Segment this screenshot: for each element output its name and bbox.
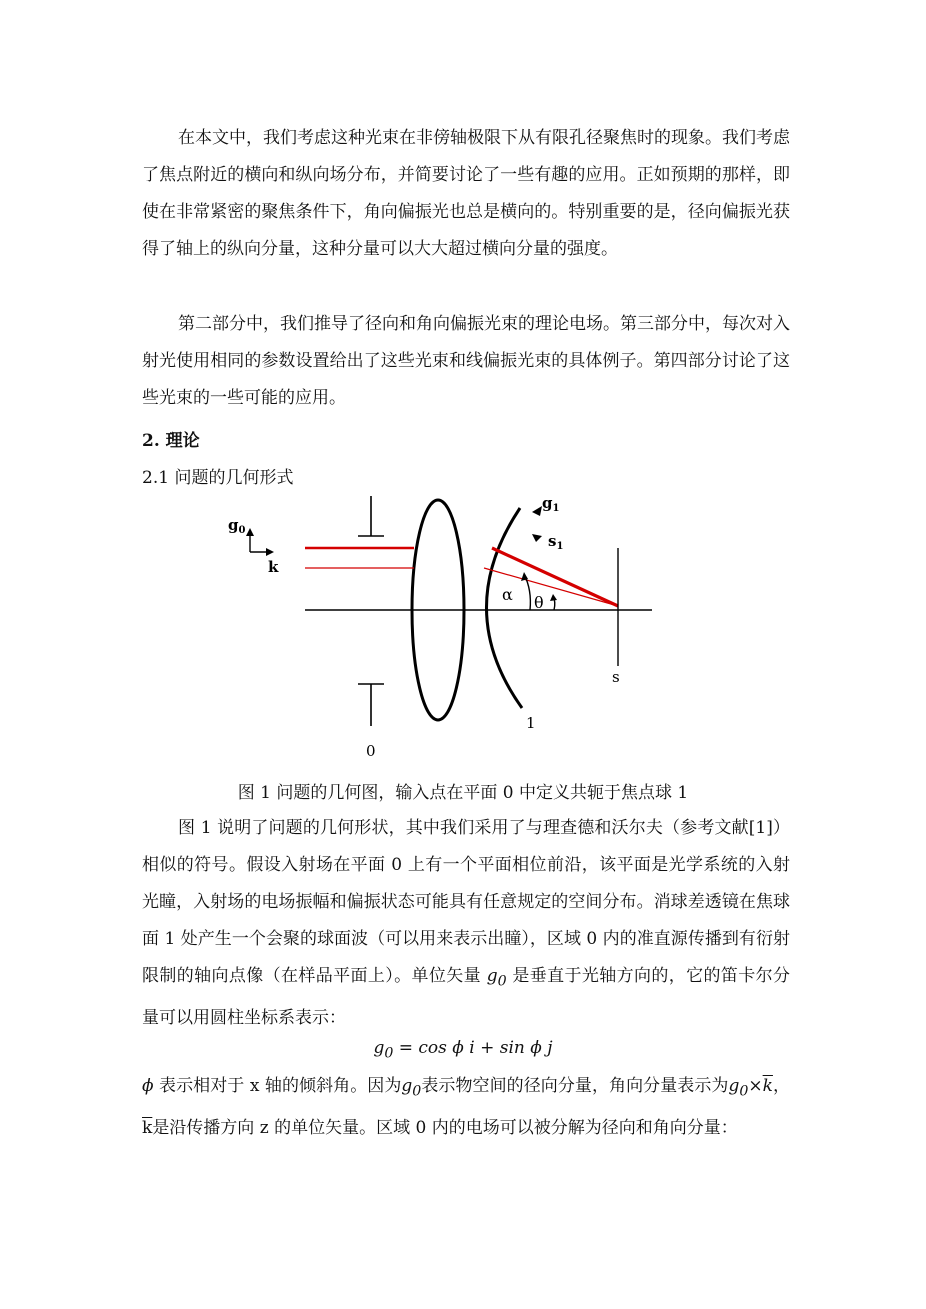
subsection-heading-geometry: 2.1 问题的几何形式 (142, 468, 294, 488)
label-one: 1 (526, 714, 536, 732)
paragraph-geometry-text: 图 1 说明了问题的几何形状，其中我们采用了与理查德和沃尔夫（参考文献[1]）相似的符号。假设入射场在平面 0 上有一个平面相位前沿，该平面是光学系统的入射光瞳，入射场的电场振幅和偏振状态可能具有任意规定的空间分布。消球差透镜在焦球面 1 处产生一个会聚的球面波（可以用来表示出瞳），区域 0 内的准直源传播到有衍射限制的轴向点像（在样品平面上）。单位矢量 (142, 818, 790, 986)
symbol-phi: ϕ (142, 1076, 154, 1096)
label-g0: $g_0$ (228, 516, 246, 536)
paragraph-outline: 第二部分中，我们推导了径向和角向偏振光束的理论电场。第三部分中，每次对入射光使用相同的参数设置给出了这些光束和线偏振光束的具体例子。第四部分讨论了这些光束的一些可能的应用。 (142, 314, 790, 408)
section-heading-theory: 2. 理论 (142, 431, 200, 451)
paragraph-geometry (142, 810, 790, 1037)
symbol-g0-inline: $g_0$ (401, 1076, 422, 1100)
cross-product: $g_0\times\overline{k}$ (728, 1076, 773, 1100)
focal-sphere (486, 508, 522, 708)
label-g1: $g_1$ (542, 494, 560, 514)
paragraph-components: ϕ 表示相对于 x 轴的倾斜角。因为$g_0$表示物空间的径向分量，角向分量表示为$g_0\times\overline{k}$，$\overline{k}$是沿传播方向 z 的单位矢量。区域 0 内的电场可以被分解为径向和角向分量： (142, 1076, 790, 1139)
symbol-g0: $g_0$ (486, 966, 507, 990)
symbol-kbar: $\overline{k}$ (142, 1118, 153, 1139)
figure-geometry (220, 486, 670, 766)
s1-arrow-icon (532, 534, 542, 542)
k-arrowhead-icon (266, 548, 274, 556)
theta-arrow-icon (550, 594, 557, 601)
label-zero: 0 (366, 742, 376, 760)
label-k: k (268, 558, 279, 576)
equation-g0: $g_0 = \cos \phi$ i + sin ϕ j (373, 1038, 553, 1062)
label-theta: θ (534, 593, 544, 612)
label-s1: $s_1$ (548, 532, 564, 552)
g1-arrow-icon (532, 506, 542, 516)
g0-arrowhead-icon (246, 528, 254, 536)
figure-caption: 图 1 问题的几何图，输入点在平面 0 中定义共轭于焦点球 1 (237, 783, 689, 803)
label-alpha: α (502, 585, 513, 604)
paragraph-intro: 在本文中，我们考虑这种光束在非傍轴极限下从有限孔径聚焦时的现象。我们考虑了焦点附近的横向和纵向场分布，并简要讨论了一些有趣的应用。正如预期的那样，即使在非常紧密的聚焦条件下，角向偏振光也总是横向的。特别重要的是，径向偏振光获得了轴上的纵向分量，这种分量可以大大超过横向分量的强度。 (142, 128, 790, 259)
label-s: s (612, 668, 620, 686)
geometry-diagram (220, 486, 670, 766)
paragraph-geometry-tail: 是垂直于光轴方向的，它的笛卡尔分量可以用圆柱坐标系表示： (142, 966, 791, 1029)
